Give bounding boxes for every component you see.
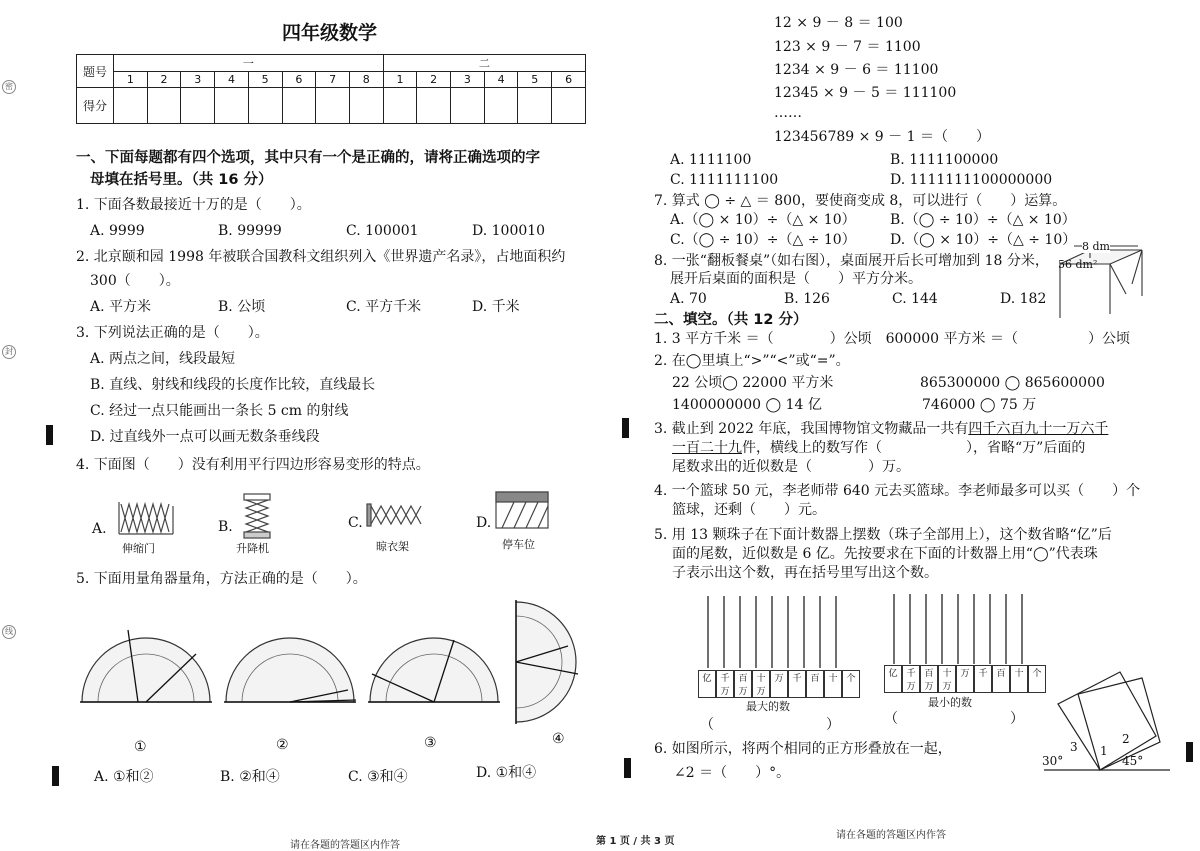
q8-option-c: C. 144 — [892, 291, 938, 307]
q2-option-b: B. 公顷 — [218, 299, 266, 315]
question-number-cell: 8 — [349, 72, 383, 88]
score-cell — [552, 88, 586, 124]
group-header-1: 一 — [114, 55, 384, 72]
protractor-label-1: ① — [134, 739, 147, 755]
folding-gate-image — [115, 496, 177, 538]
q4-caption-a: 伸缩门 — [122, 542, 155, 555]
score-cell — [349, 88, 383, 124]
fill-q5-line3: 子表示出这个数，再在括号里写出这个数。 — [672, 565, 938, 581]
score-cell — [383, 88, 417, 124]
angle-45-label: 45° — [1122, 754, 1144, 768]
fill-q3-line3: 尾数求出的近似数是（ ）万。 — [672, 459, 910, 475]
protractor-4-image — [510, 600, 582, 726]
q6-option-a: A. 1111100 — [670, 152, 752, 168]
row-label-score: 得分 — [77, 88, 114, 124]
question-number-cell: 4 — [215, 72, 249, 88]
fill-q3-underlined: 四千六百九十一万六千 — [968, 421, 1109, 437]
q7-option-b: B.（◯ ÷ 10）÷（△ × 10） — [890, 212, 1076, 228]
q5-option-c: C. ③和④ — [348, 769, 408, 785]
question-number-cell: 4 — [484, 72, 518, 88]
q8-stem: 8. 一张“翻板餐桌”（如右图），桌面展开后长可增加到 18 分米， — [654, 253, 1049, 269]
registration-mark — [52, 766, 59, 786]
q8-option-b: B. 126 — [784, 291, 830, 307]
place-label: 千 — [974, 665, 992, 693]
score-cell — [316, 88, 350, 124]
page-title: 四年级数学 — [282, 22, 378, 44]
q7-option-c: C.（◯ ÷ 10）÷（△ ÷ 10） — [670, 232, 856, 248]
q4-letter-c: C. — [348, 515, 363, 531]
q8-option-a: A. 70 — [670, 291, 707, 307]
q7-stem: 7. 算式 ◯ ÷ △ ＝ 800，要使商变成 8，可以进行（ ）运算。 — [654, 193, 1067, 209]
q4-stem: 4. 下面图（ ）没有利用平行四边形容易变形的特点。 — [76, 457, 430, 473]
protractor-2-image — [220, 620, 360, 712]
parking-spaces-image — [494, 490, 550, 530]
fill-q2-item-1: 22 公顷◯ 22000 平方米 — [672, 375, 834, 391]
question-number-cell: 7 — [316, 72, 350, 88]
seq-line-4: 12345 × 9 － 5 ＝ 111100 — [774, 85, 957, 101]
place-label: 万 — [770, 670, 788, 698]
angle-30-label: 30° — [1042, 754, 1064, 768]
place-label: 亿 — [884, 665, 902, 693]
q4-caption-d: 停车位 — [502, 538, 535, 551]
score-table — [76, 54, 586, 124]
q6-option-c: C. 1111111100 — [670, 172, 779, 188]
place-label: 万 — [956, 665, 974, 693]
angle-1-label: 1 — [1100, 744, 1108, 758]
q4-letter-a: A. — [92, 521, 107, 537]
table-area-label: 56 dm² — [1058, 258, 1098, 271]
question-number-cell: 1 — [383, 72, 417, 88]
angle-3-label: 3 — [1070, 740, 1078, 754]
q6-option-d: D. 1111111100000000 — [890, 172, 1053, 188]
q1-option-d: D. 100010 — [472, 223, 546, 239]
abacus-min-places — [884, 665, 1046, 693]
abacus-max-places — [698, 670, 860, 698]
place-label: 十万 — [938, 665, 956, 693]
q5-option-d: D. ①和④ — [476, 765, 537, 781]
question-number-cell: 2 — [147, 72, 181, 88]
fill-q2-item-2: 865300000 ◯ 865600000 — [920, 375, 1105, 391]
score-cell — [147, 88, 181, 124]
q6-option-b: B. 1111100000 — [890, 152, 999, 168]
seal-mark: 封 — [2, 345, 16, 359]
seal-mark: 密 — [2, 80, 16, 94]
question-number-cell: 5 — [248, 72, 282, 88]
place-label: 千万 — [902, 665, 920, 693]
protractor-1-image — [76, 620, 216, 712]
q2-option-c: C. 平方千米 — [346, 299, 422, 315]
place-label: 千万 — [716, 670, 734, 698]
place-label: 百 — [992, 665, 1010, 693]
question-number-cell: 5 — [518, 72, 552, 88]
seal-mark: 线 — [2, 625, 16, 639]
q1-stem: 1. 下面各数最接近十万的是（ ）。 — [76, 197, 311, 213]
place-label: 十万 — [752, 670, 770, 698]
q4-caption-b: 升降机 — [236, 542, 269, 555]
row-label-question: 题号 — [77, 55, 114, 88]
fill-q3-text-cont: 件，横线上的数写作（ ），省略“万”后面的 — [742, 440, 1086, 456]
q1-option-a: A. 9999 — [90, 223, 145, 239]
q2-stem-cont: 300（ ）。 — [90, 273, 180, 289]
fill-q2-item-3: 1400000000 ◯ 14 亿 — [672, 397, 822, 413]
question-number-cell: 1 — [114, 72, 148, 88]
q8-stem-cont: 展开后桌面的面积是（ ）平方分米。 — [670, 271, 922, 287]
footer-left: 请在各题的答题区内作答 — [290, 840, 400, 851]
section1-heading: 一、下面每题都有四个选项，其中只有一个是正确的，请将正确选项的字 — [76, 150, 540, 166]
abacus-min-rods — [886, 590, 1030, 666]
abacus-min-answer: （ ） — [884, 711, 1024, 727]
registration-mark — [622, 418, 629, 438]
seq-line-3: 1234 × 9 － 6 ＝ 11100 — [774, 62, 939, 78]
q4-caption-c: 晾衣架 — [376, 540, 409, 553]
question-number-cell: 6 — [552, 72, 586, 88]
seq-line-6: 123456789 × 9 － 1 ＝（ ） — [774, 129, 990, 145]
q2-option-d: D. 千米 — [472, 299, 520, 315]
abacus-max-answer: （ ） — [700, 717, 840, 733]
q1-option-b: B. 99999 — [218, 223, 282, 239]
place-label: 亿 — [698, 670, 716, 698]
fill-q3-line1 — [654, 420, 1108, 438]
fill-q4-line2: 篮球，还剩（ ）元。 — [672, 502, 826, 518]
footer-page-number: 第 1 页 / 共 3 页 — [596, 836, 675, 847]
abacus-max-rods — [700, 592, 844, 670]
score-cell — [451, 88, 485, 124]
q3-option-a: A. 两点之间，线段最短 — [90, 351, 236, 367]
score-cell — [215, 88, 249, 124]
abacus-min-caption: 最小的数 — [928, 696, 972, 709]
fill-q2-stem: 2. 在◯里填上“>”“<”或“=”。 — [654, 353, 850, 369]
q2-option-a: A. 平方米 — [90, 299, 152, 315]
q3-option-c: C. 经过一点只能画出一条长 5 cm 的射线 — [90, 403, 349, 419]
score-cell — [248, 88, 282, 124]
q7-option-d: D.（◯ × 10）÷（△ ÷ 10） — [890, 232, 1077, 248]
place-label: 十 — [1010, 665, 1028, 693]
fill-q1: 1. 3 平方千米 ＝（ ）公顷 600000 平方米 ＝（ ）公顷 — [654, 331, 1130, 347]
fill-q4-line1: 4. 一个篮球 50 元，李老师带 640 元去买篮球。李老师最多可以买（ ）个 — [654, 483, 1141, 499]
q8-option-d: D. 182 — [1000, 291, 1047, 307]
section1-heading-cont: 母填在括号里。（共 16 分） — [90, 172, 273, 188]
angle-2-label: 2 — [1122, 732, 1130, 746]
place-label: 个 — [1028, 665, 1046, 693]
fill-q6-line2: ∠2 ＝（ ）°。 — [674, 765, 791, 781]
q4-letter-d: D. — [476, 515, 492, 531]
registration-mark — [1186, 742, 1193, 762]
q5-option-b: B. ②和④ — [220, 769, 280, 785]
question-number-cell: 3 — [181, 72, 215, 88]
question-number-cell: 6 — [282, 72, 316, 88]
question-number-cell: 3 — [451, 72, 485, 88]
place-label: 千 — [788, 670, 806, 698]
score-cell — [417, 88, 451, 124]
score-cell — [484, 88, 518, 124]
place-label: 百万 — [920, 665, 938, 693]
fill-q5-line1: 5. 用 13 颗珠子在下面计数器上摆数（珠子全部用上），这个数省略“亿”后 — [654, 527, 1112, 543]
q5-option-a: A. ①和② — [94, 769, 154, 785]
fill-q5-line2: 面的尾数，近似数是 6 亿。先按要求在下面的计数器上用“◯”代表珠 — [672, 546, 1098, 562]
q1-option-c: C. 100001 — [346, 223, 419, 239]
table-width-label: 8 dm — [1082, 240, 1110, 253]
scissor-lift-image — [240, 492, 274, 540]
place-label: 个 — [842, 670, 860, 698]
seq-line-2: 123 × 9 － 7 ＝ 1100 — [774, 39, 921, 55]
place-label: 百 — [806, 670, 824, 698]
q4-letter-b: B. — [218, 519, 233, 535]
place-label: 十 — [824, 670, 842, 698]
abacus-max-caption: 最大的数 — [746, 700, 790, 713]
fill-q2-item-4: 746000 ◯ 75 万 — [922, 397, 1037, 413]
score-cell — [518, 88, 552, 124]
section2-heading: 二、填空。（共 12 分） — [654, 312, 808, 328]
fill-q3-line2 — [672, 439, 1085, 457]
registration-mark — [624, 758, 631, 778]
registration-mark — [46, 425, 53, 445]
protractor-label-4: ④ — [552, 731, 565, 747]
protractor-3-image — [364, 620, 504, 712]
seq-line-1: 12 × 9 － 8 ＝ 100 — [774, 15, 903, 31]
fill-q3-underlined-cont: 一百二十九 — [672, 440, 742, 456]
q3-option-b: B. 直线、射线和线段的长度作比较，直线最长 — [90, 377, 376, 393]
q2-stem: 2. 北京颐和园 1998 年被联合国教科文组织列入《世界遗产名录》，占地面积约 — [76, 249, 566, 265]
question-number-cell: 2 — [417, 72, 451, 88]
q3-option-d: D. 过直线外一点可以画无数条垂线段 — [90, 429, 320, 445]
q7-option-a: A.（◯ × 10）÷（△ × 10） — [670, 212, 856, 228]
fill-q3-text: 3. 截止到 2022 年底，我国博物馆文物藏品一共有 — [654, 421, 969, 437]
q5-stem: 5. 下面用量角器量角，方法正确的是（ ）。 — [76, 571, 367, 587]
seq-line-5: …… — [774, 105, 802, 121]
fill-q6-line1: 6. 如图所示，将两个相同的正方形叠放在一起， — [654, 741, 952, 757]
score-cell — [181, 88, 215, 124]
score-cell — [114, 88, 148, 124]
q3-stem: 3. 下列说法正确的是（ ）。 — [76, 325, 269, 341]
place-label: 百万 — [734, 670, 752, 698]
score-cell — [282, 88, 316, 124]
protractor-label-2: ② — [276, 737, 289, 753]
footer-right: 请在各题的答题区内作答 — [836, 830, 946, 841]
drying-rack-image — [366, 500, 426, 530]
group-header-2: 二 — [383, 55, 585, 72]
protractor-label-3: ③ — [424, 735, 437, 751]
